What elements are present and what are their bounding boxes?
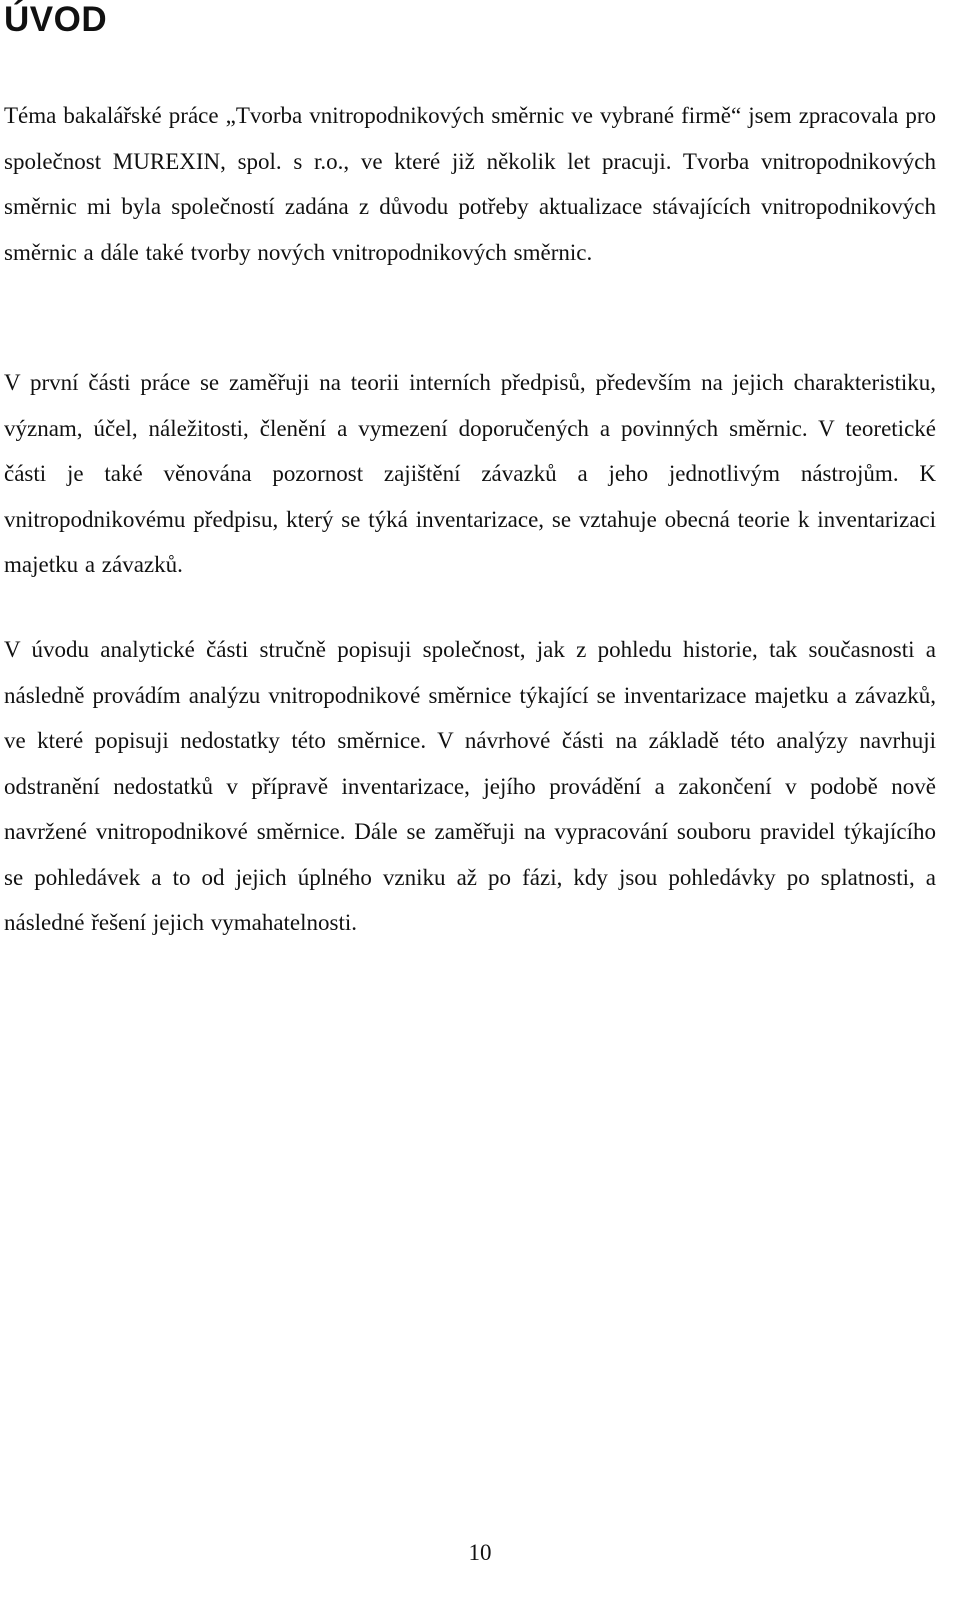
page-number: 10 [468, 1540, 492, 1565]
paragraph-theory: V první části práce se zaměřuji na teorii interních předpisů, především na jejich charakteristiku, význam, účel, náležitosti, členění a vymezení doporučených a povinných směrnic. V teoretické části je také věnována pozornost zajištění závazků a jeho jednotlivým nástrojům. K vnitropodnikovému předpisu, který se týká inventarizace, se vztahuje obecná teorie k inventarizaci majetku a závazků. [4, 370, 936, 577]
paragraph-analysis: V úvodu analytické části stručně popisuji společnost, jak z pohledu historie, tak současnosti a následně provádím analýzu vnitropodnikové směrnice týkající se inventarizace majetku a závazků, ve které popisuji nedostatky této směrnice. V návrhové části na základě této analýzy navrhuji odstranění nedostatků v přípravě inventarizace, jejího provádění a zakončení v podobě nově navržené vnitropodnikové směrnice. Dále se zaměřuji na vypracování souboru pravidel týkajícího se pohledávek a to od jejich úplného vzniku až po fázi, kdy jsou pohledávky po splatnosti, a následné řešení jejich vymahatelnosti. [4, 637, 936, 935]
section-heading: ÚVOD [4, 0, 108, 39]
paragraph-topic: Téma bakalářské práce „Tvorba vnitropodnikových směrnic ve vybrané firmě“ jsem zpracovala pro společnost MUREXIN, spol. s r.o., ve které již několik let pracuji. Tvorba vnitropodnikových směrnic mi byla společností zadána z důvodu potřeby aktualizace stávajících vnitropodnikových směrnic a dále také tvorby nových vnitropodnikových směrnic. [4, 103, 936, 265]
